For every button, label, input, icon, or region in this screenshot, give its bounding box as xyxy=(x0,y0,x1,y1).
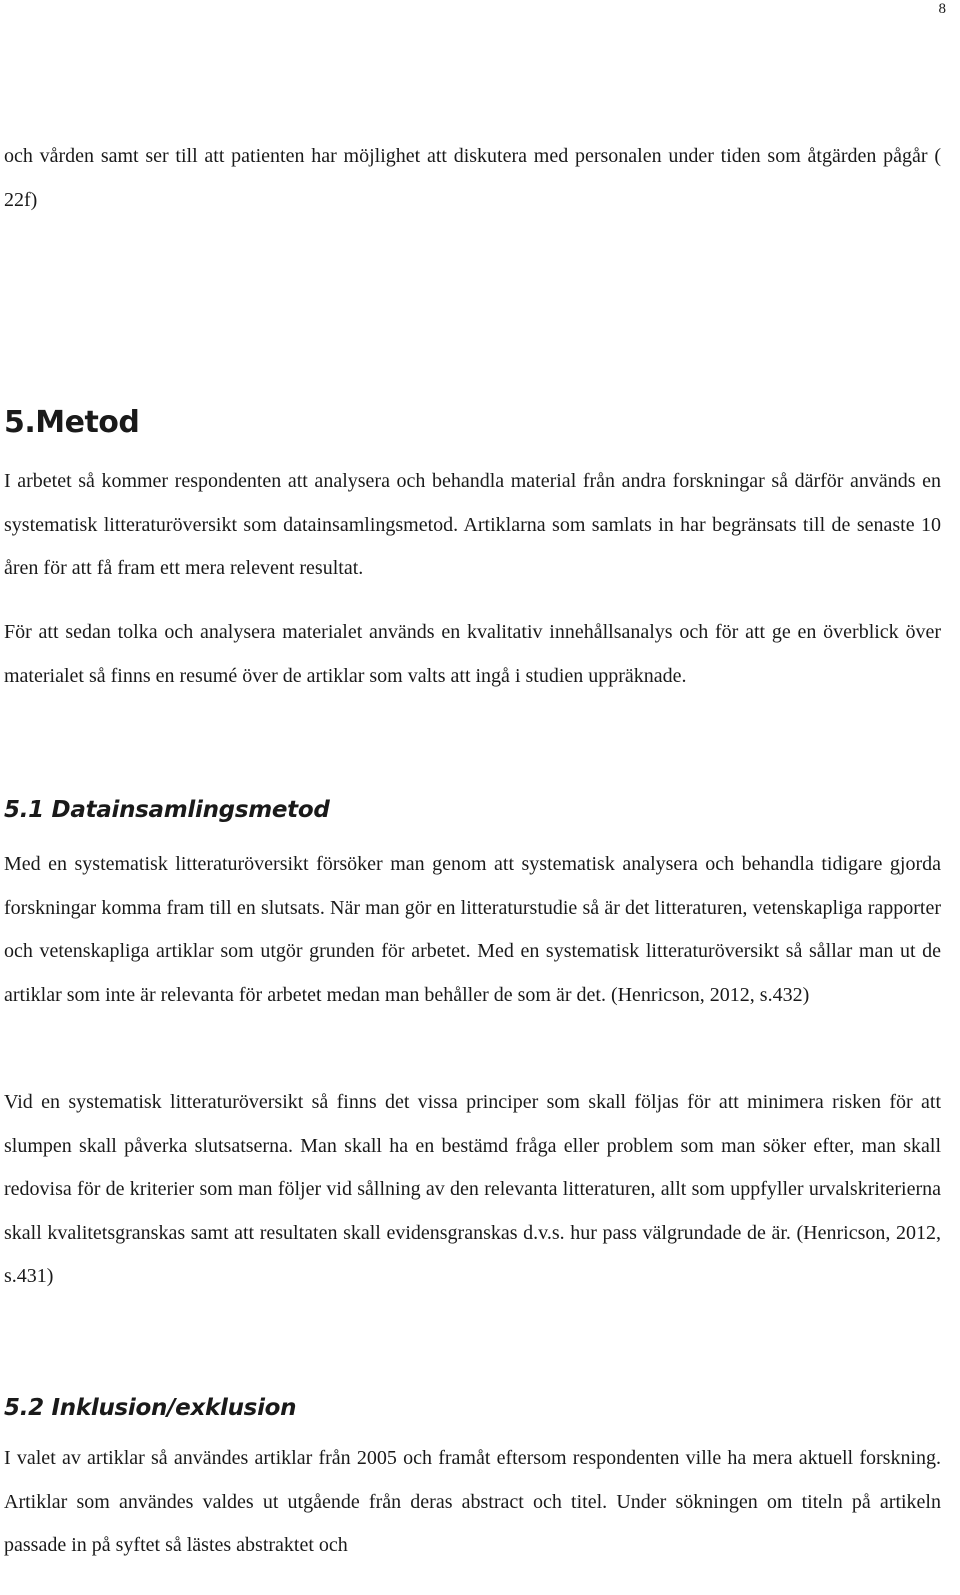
paragraph-systematic-review: Med en systematisk litteraturöversikt försöker man genom att systematisk analysera och behandla tidigare gjorda forskningar komma fram till en slutsats. När man gör en litteraturstudie så är det litteraturen, vetenskapliga rapporter och vetenskapliga artiklar som utgör grunden för arbetet. Med en systematisk litteraturöversikt så sållar man ut de artiklar som inte är relevanta för arbetet medan man behåller de som är det. (Henricson, 2012, s.432) xyxy=(4,853,941,1006)
heading-metod: 5.Metod xyxy=(4,405,140,440)
paragraph-principles: Vid en systematisk litteraturöversikt så finns det vissa principer som skall följas för att minimera risken för att slumpen skall påverka slutsatserna. Man skall ha en bestämd fråga eller problem som man söker efter, man skall redovisa för de kriterier som man följer vid sållning av den relevanta litteraturen, allt som uppfyller urvalskriterierna skall kvalitetsgranskas samt att resultaten skall evidensgranskas d.v.s. hur pass välgrundade de är. (Henricson, 2012, s.431) xyxy=(4,1091,941,1287)
paragraph-metod-intro: I arbetet så kommer respondenten att analysera och behandla material från andra forskningar så därför används en systematisk litteraturöversikt som datainsamlingsmetod. Artiklarna som samlats in har begränsats till de senaste 10 åren för att få fram ett mera relevent resultat. xyxy=(4,470,941,579)
heading-datainsamlingsmetod: 5.1 Datainsamlingsmetod xyxy=(4,797,330,823)
paragraph-intro-continuation: och vården samt ser till att patienten har möjlighet att diskutera med personalen under tiden som åtgärden pågår ( 22f) xyxy=(4,145,941,211)
page-number: 8 xyxy=(938,1,946,17)
paragraph-inclusion-criteria: I valet av artiklar så användes artiklar från 2005 och framåt eftersom respondenten ville ha mera aktuell forskning. Artiklar som användes valdes ut utgående från deras abstract och titel. Under sökningen om titeln på artikeln passade in på syftet så lästes abstraktet och xyxy=(4,1447,941,1556)
paragraph-analysis-method: För att sedan tolka och analysera materialet används en kvalitativ innehållsanalys och för att ge en överblick över materialet så finns en resumé över de artiklar som valts att ingå i studien uppräknade. xyxy=(4,621,941,687)
heading-inklusion-exklusion: 5.2 Inklusion/exklusion xyxy=(4,1395,297,1421)
